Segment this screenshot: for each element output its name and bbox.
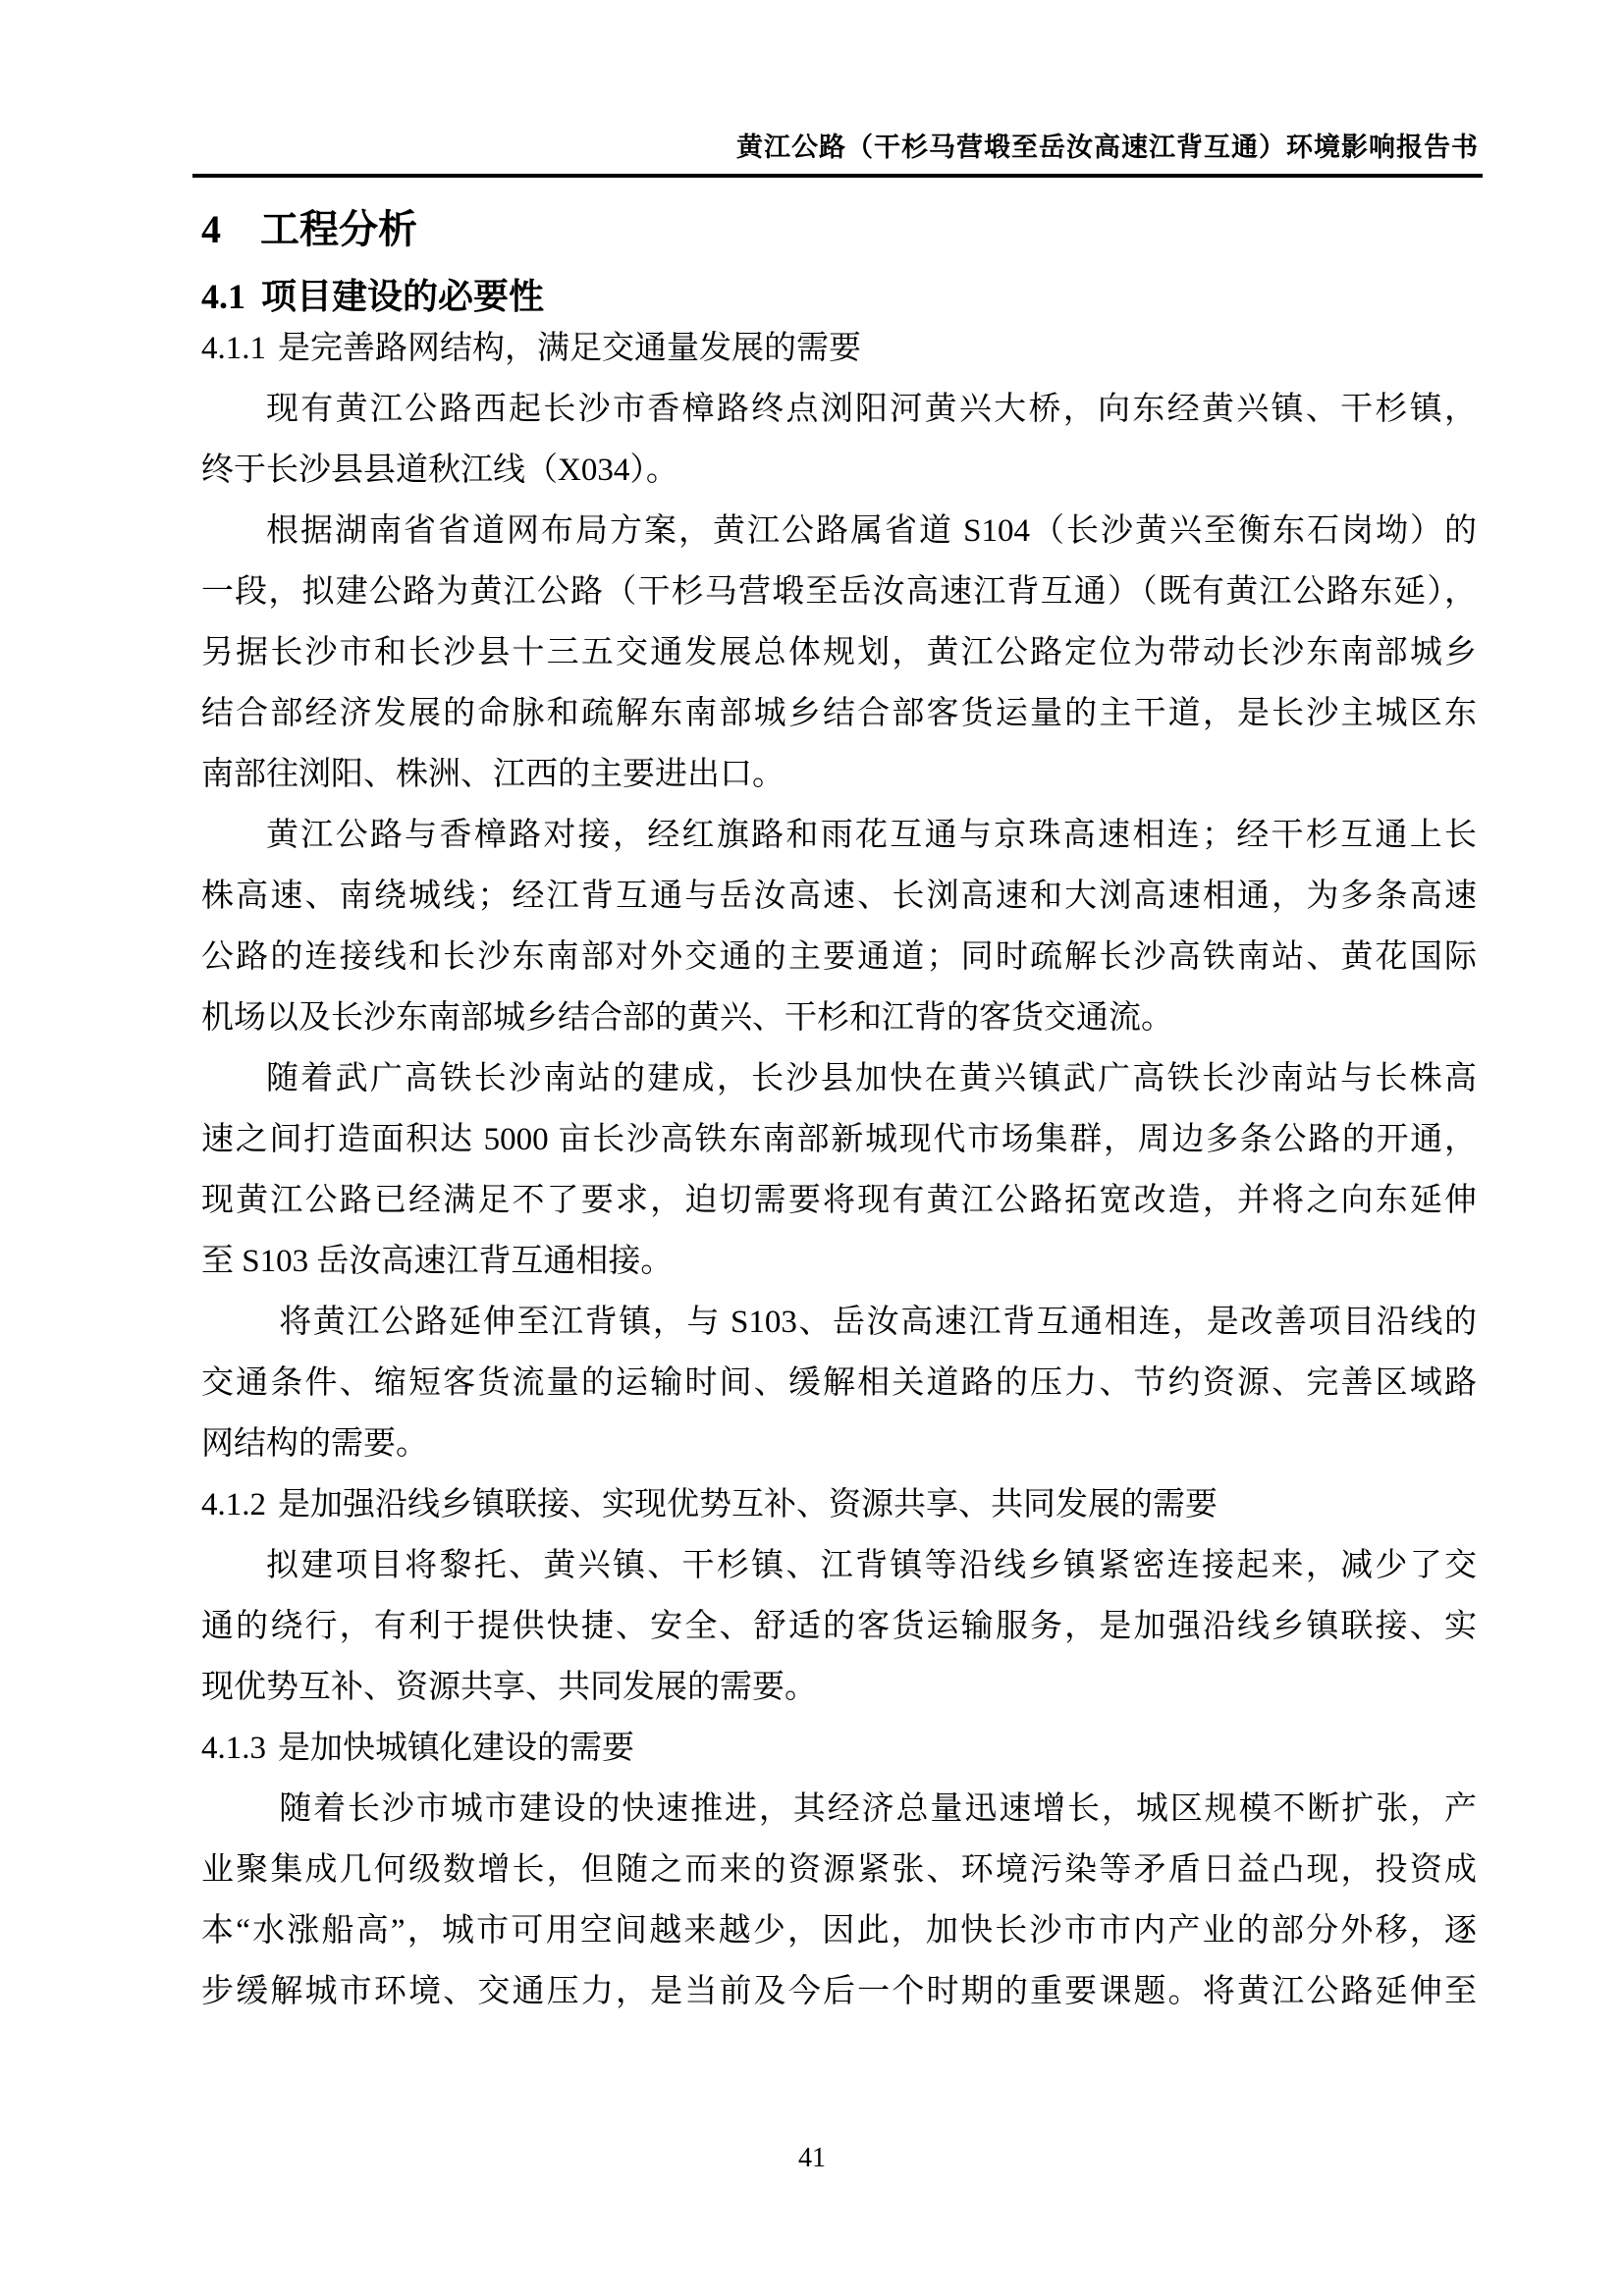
page-number: 41 [798,2143,826,2173]
page-header [201,126,1479,164]
heading-number: 4.1.2 [201,1487,266,1522]
text-line: 速之间打造面积达 5000 亩长沙高铁东南部新城现代市场集群，周边多条公路的开通， [201,1122,1477,1157]
document-body [201,192,1477,2022]
section-heading-4 [201,206,1477,253]
text-line: 南部往浏阳、株洲、江西的主要进出口。 [201,757,785,792]
text-line: 拟建项目将黎托、黄兴镇、干杉镇、江背镇等沿线乡镇紧密连接起来，减少了交 [266,1548,1477,1583]
section-heading-4-1-3 [201,1718,1477,1779]
text-line: 另据长沙市和长沙县十三五交通发展总体规划，黄江公路定位为带动长沙东南部城乡 [201,635,1477,670]
text-line: 机场以及长沙东南部城乡结合部的黄兴、干杉和江背的客货交通流。 [201,1000,1173,1036]
text-line: 至 S103 岳汝高速江背互通相接。 [201,1244,674,1279]
text-line: 将黄江公路延伸至江背镇，与 S103、岳汝高速江背互通相连，是改善项目沿线的 [279,1305,1477,1340]
text-line: 本“水涨船高”，城市可用空间越来越少，因此，加快长沙市市内产业的部分外移，逐 [201,1913,1477,1949]
text-line: 公路的连接线和长沙东南部对外交通的主要通道；同时疏解长沙高铁南站、黄花国际 [201,939,1477,975]
section-heading-4-1 [201,275,1477,318]
heading-number: 4.1.1 [201,331,266,366]
text-line: 现优势互补、资源共享、共同发展的需要。 [201,1670,817,1705]
heading-number: 4 [201,207,221,251]
header-title: 黄江公路（干杉马营塅至岳汝高速江背互通）环境影响报告书 [736,133,1479,162]
heading-number: 4.1 [201,277,245,316]
heading-text: 是完善路网结构，满足交通量发展的需要 [278,331,861,366]
text-line: 交通条件、缩短客货流量的运输时间、缓解相关道路的压力、节约资源、完善区域路 [201,1365,1477,1401]
text-line: 一段，拟建公路为黄江公路（干杉马营塅至岳汝高速江背互通）（既有黄江公路东延）， [201,574,1477,610]
text-line: 现有黄江公路西起长沙市香樟路终点浏阳河黄兴大桥，向东经黄兴镇、干杉镇， [266,392,1477,427]
text-line: 结合部经济发展的命脉和疏解东南部城乡结合部客货运量的主干道，是长沙主城区东 [201,696,1477,731]
text-line: 业聚集成几何级数增长，但随之而来的资源紧张、环境污染等矛盾日益凸现，投资成 [201,1852,1477,1888]
text-line: 步缓解城市环境、交通压力，是当前及今后一个时期的重要课题。将黄江公路延伸至 [201,1974,1477,2009]
text-line: 终于长沙县县道秋江线（X034）。 [201,453,678,488]
heading-text: 是加快城镇化建设的需要 [278,1731,634,1766]
heading-text: 是加强沿线乡镇联接、实现优势互补、资源共享、共同发展的需要 [278,1487,1218,1522]
text-line: 根据湖南省省道网布局方案，黄江公路属省道 S104（长沙黄兴至衡东石岗坳）的 [266,513,1477,549]
text-line: 随着武广高铁长沙南站的建成，长沙县加快在黄兴镇武广高铁长沙南站与长株高 [266,1061,1477,1096]
text-line: 随着长沙市城市建设的快速推进，其经济总量迅速增长，城区规模不断扩张，产 [279,1791,1477,1827]
section-heading-4-1-2 [201,1474,1477,1535]
section-heading-4-1-1 [201,318,1477,379]
text-line: 通的绕行，有利于提供快捷、安全、舒适的客货运输服务，是加强沿线乡镇联接、实 [201,1609,1477,1644]
header-rule [192,174,1483,178]
heading-text: 项目建设的必要性 [261,277,545,316]
text-line: 现黄江公路已经满足不了要求，迫切需要将现有黄江公路拓宽改造，并将之向东延伸 [201,1183,1477,1218]
heading-text: 工程分析 [260,207,417,251]
text-line: 株高速、南绕城线；经江背互通与岳汝高速、长浏高速和大浏高速相通，为多条高速 [201,879,1477,914]
text-line: 黄江公路与香樟路对接，经红旗路和雨花互通与京珠高速相连；经干杉互通上长 [266,818,1477,853]
text-line: 网结构的需要。 [201,1426,428,1462]
heading-number: 4.1.3 [201,1731,266,1766]
